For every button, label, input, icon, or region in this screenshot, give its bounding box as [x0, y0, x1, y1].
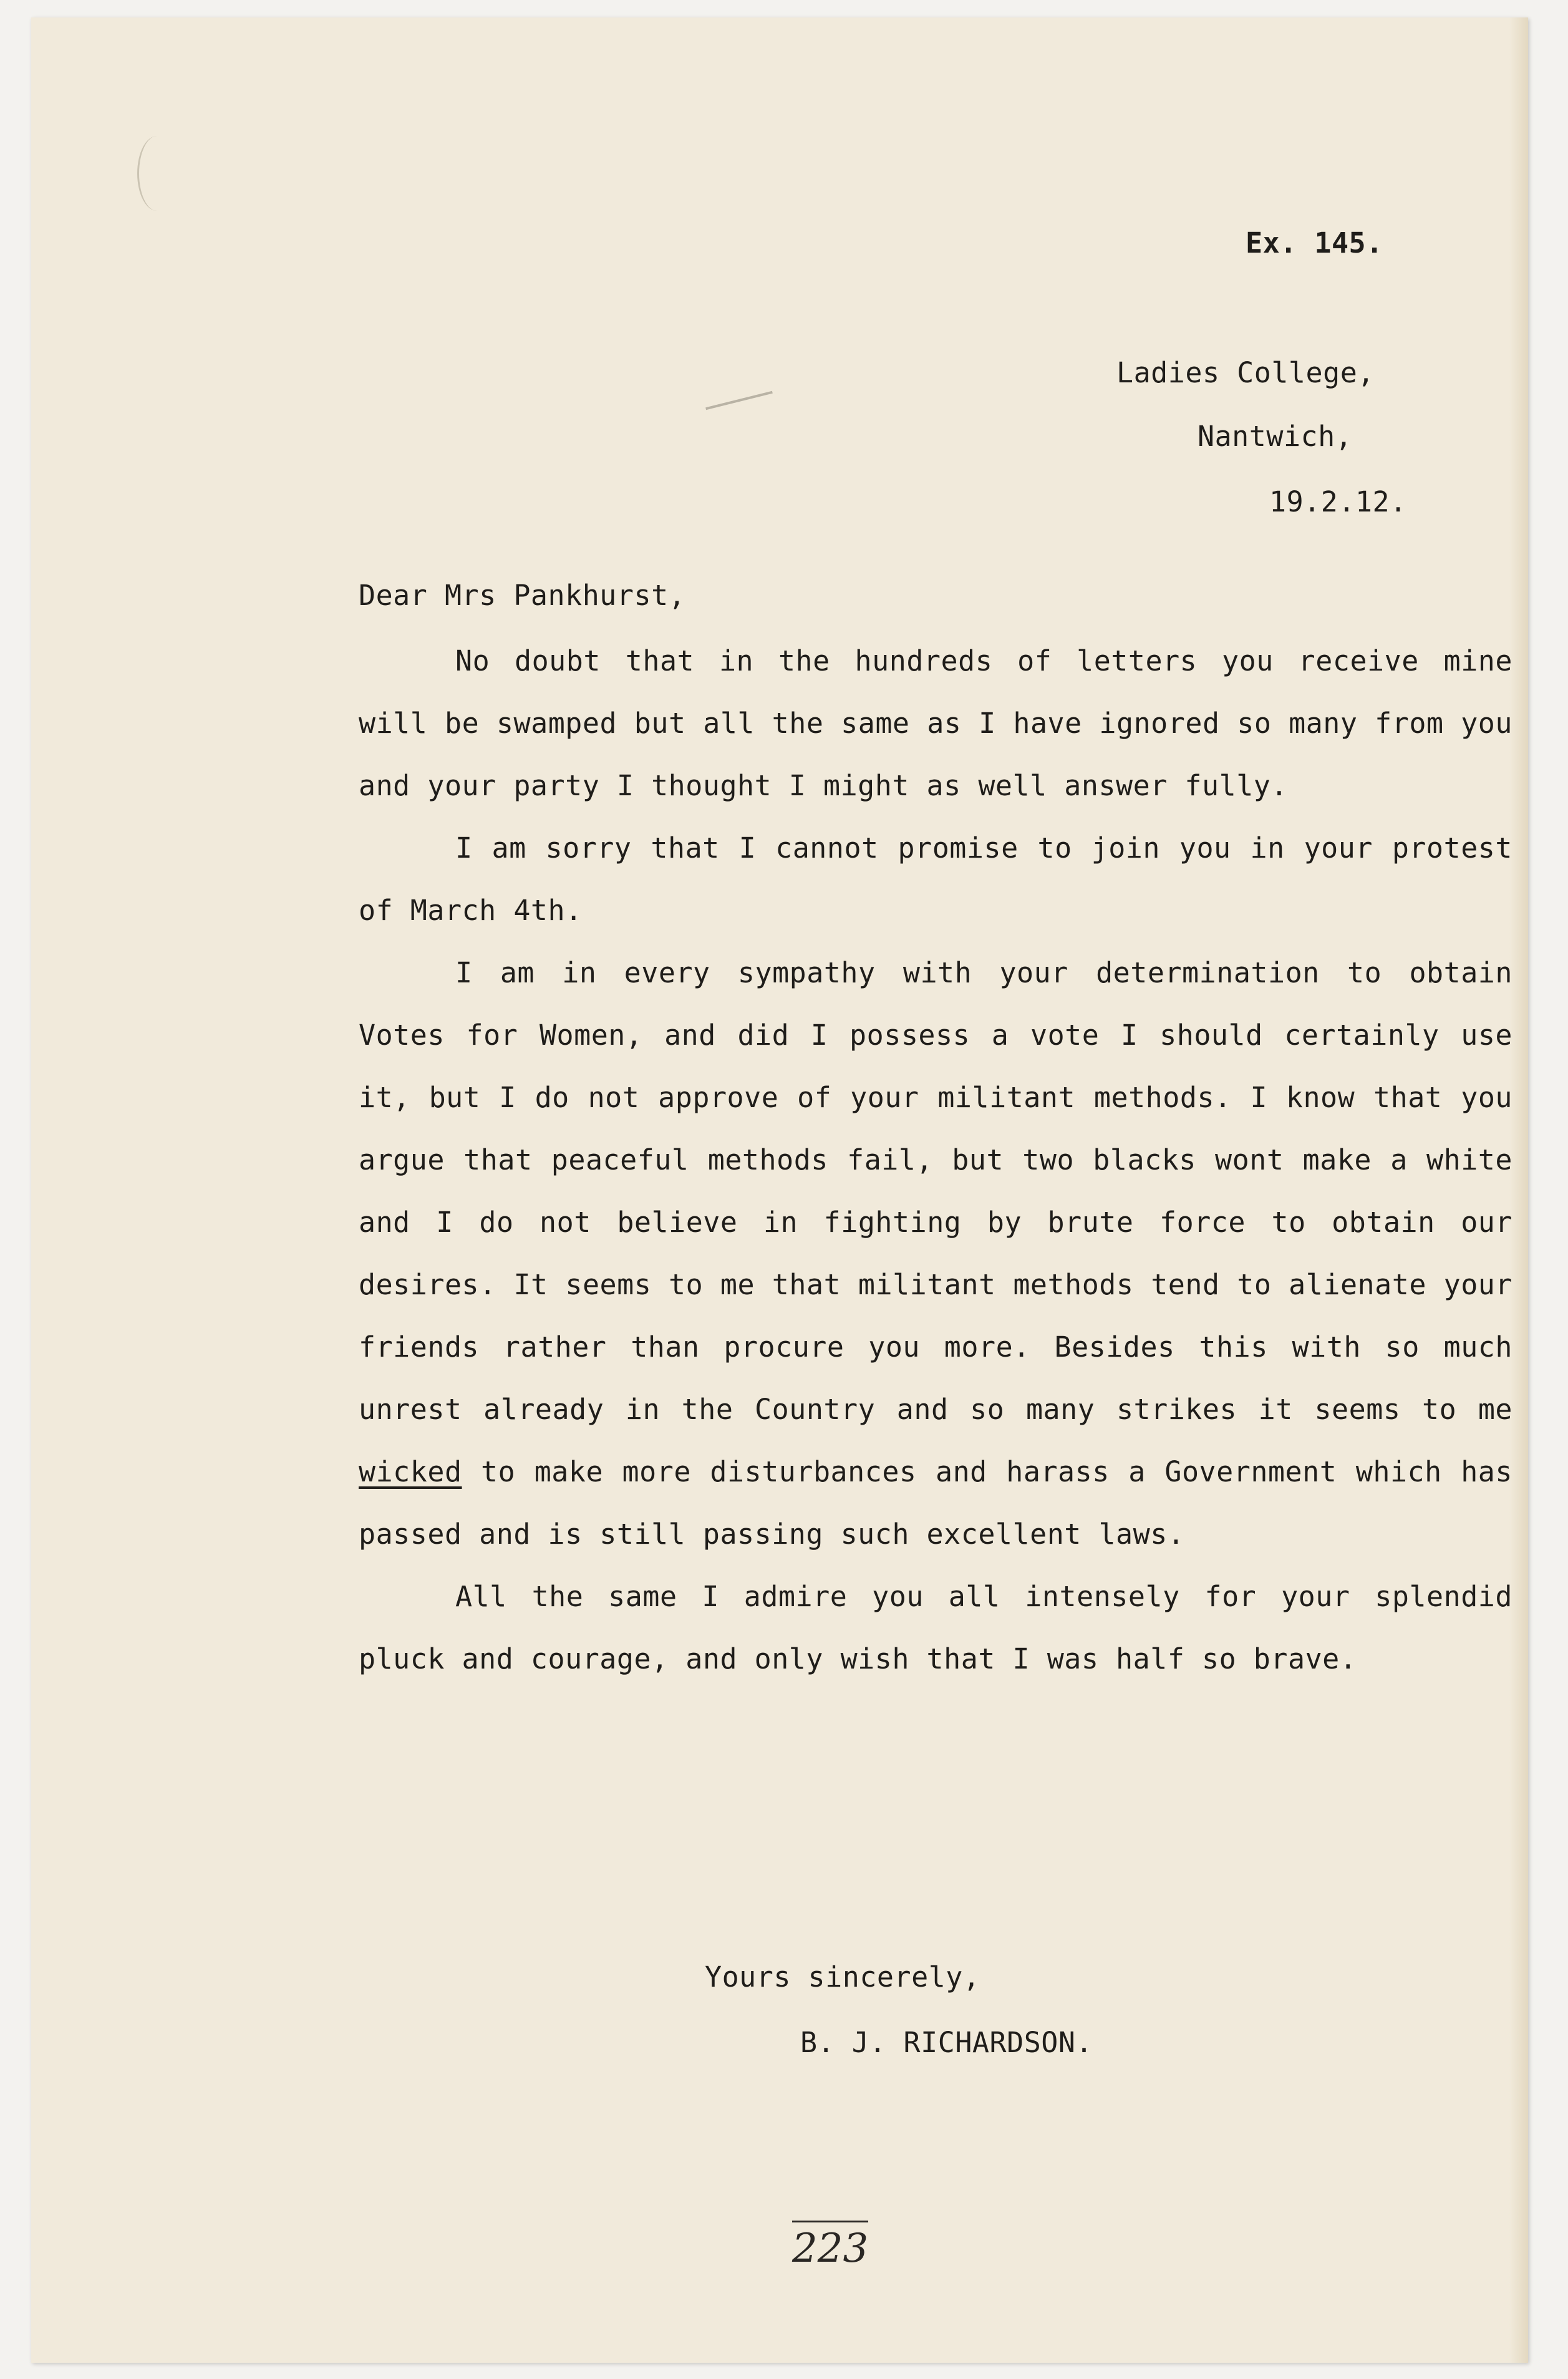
underlined-word: wicked [359, 1455, 462, 1488]
closing: Yours sincerely, [705, 1960, 980, 1994]
paragraph-3 [359, 942, 1512, 1566]
paragraph-4: All the same I admire you all intensely for your splendid pluck and courage, and only wish that I was half so brave. [359, 1580, 1512, 1675]
paragraph-3-text-before: I am in every sympathy with your determination to obtain Votes for Women, and did I possess a vote I should certainly use it, but I do not approve of your militant methods. I know that you argue that peaceful methods fail, but two blacks wont make a white and I do not believe in fighting by brute force to obtain our desires. It seems to me that militant methods tend to alienate your friends rather than procure you more. Besides this with so much unrest already in the Country and so many strikes it seems to me [359, 956, 1512, 1426]
address-line-institution: Ladies College, [1116, 356, 1375, 389]
signature: B. J. RICHARDSON. [800, 2026, 1093, 2059]
letter-date: 19.2.12. [1269, 485, 1407, 518]
address-line-town: Nantwich, [1198, 420, 1353, 453]
letter-body [359, 630, 1512, 1690]
exhibit-reference: Ex. 145. [1246, 226, 1383, 259]
paragraph-3-text-after: to make more disturbances and harass a Government which has passed and is still passing such excellent laws. [359, 1455, 1512, 1551]
paper-crease [705, 391, 773, 410]
paragraph-1: No doubt that in the hundreds of letters you receive mine will be swamped but all the same as I have ignored so many from you and your party I thought I might as well answer fully. [359, 644, 1512, 802]
paper-tear-mark [137, 136, 177, 211]
salutation: Dear Mrs Pankhurst, [359, 579, 686, 612]
handwritten-page-number: 223 [792, 2221, 868, 2274]
paragraph-2: I am sorry that I cannot promise to join you in your protest of March 4th. [359, 831, 1512, 927]
